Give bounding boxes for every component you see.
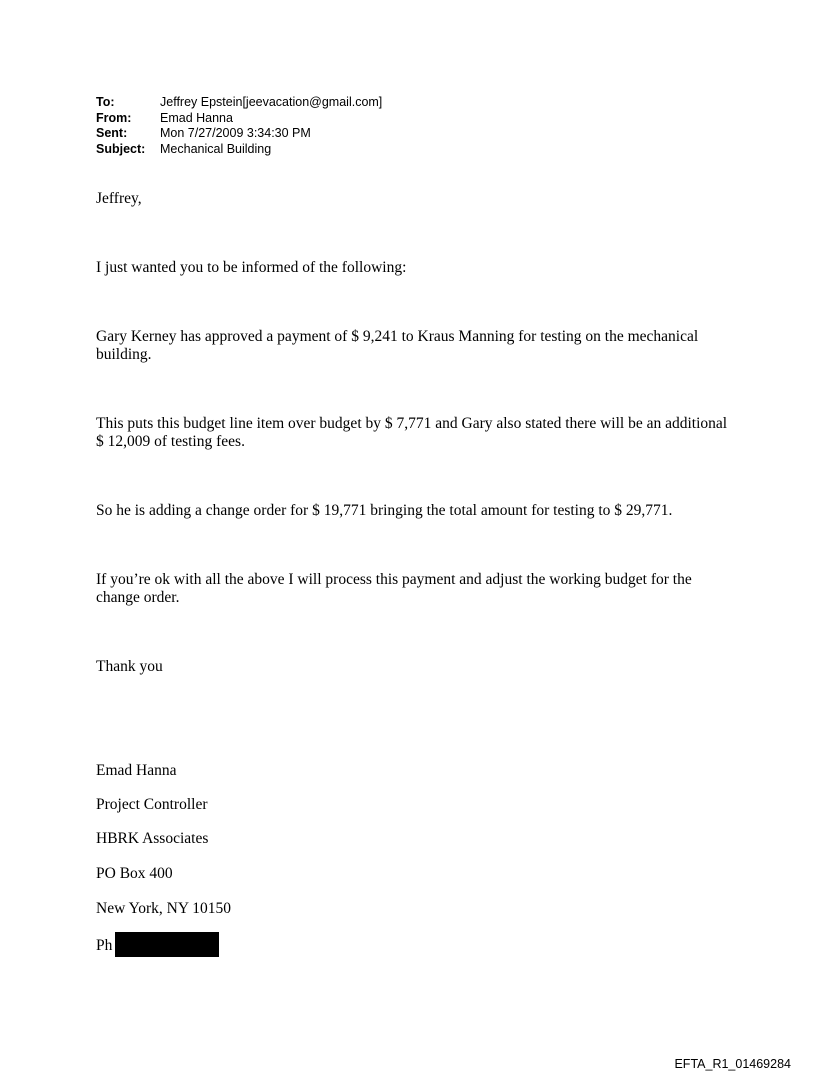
signature-company: HBRK Associates [96, 830, 209, 847]
from-row [96, 111, 382, 127]
subject-row [96, 142, 382, 158]
from-label: From: [96, 110, 132, 125]
signature-title: Project Controller [96, 796, 208, 813]
to-label: To: [96, 95, 115, 109]
sent-value: Mon 7/27/2009 3:34:30 PM [160, 126, 311, 140]
body-paragraph-intro: I just wanted you to be informed of the following: [96, 259, 407, 276]
body-paragraph-over-budget: This puts this budget line item over budget by $ 7,771 and Gary also stated there will be an additional $ 12,009 of testing fees. [96, 415, 728, 450]
email-header [96, 95, 382, 157]
sent-row [96, 126, 382, 142]
signature-address-line2: New York, NY 10150 [96, 900, 232, 917]
sent-label: Sent: [96, 126, 128, 140]
subject-label: Subject: [96, 141, 146, 156]
document-id: EFTA_R1_01469284 [674, 1057, 791, 1071]
to-value: Jeffrey Epstein[jeevacation@gmail.com] [160, 95, 383, 109]
signature-address-line1: PO Box 400 [96, 865, 173, 882]
subject-value: Mechanical Building [160, 141, 272, 156]
body-paragraph-payment: Gary Kerney has approved a payment of $ 9,241 to Kraus Manning for testing on the mechanical building. [96, 328, 699, 363]
greeting: Jeffrey, [96, 190, 142, 207]
closing: Thank you [96, 658, 163, 675]
phone-label: Ph [96, 937, 113, 955]
phone-redaction [115, 932, 219, 957]
body-paragraph-approval: If you’re ok with all the above I will process this payment and adjust the working budget for the change order. [96, 571, 692, 606]
body-paragraph-change-order: So he is adding a change order for $ 19,771 bringing the total amount for testing to $ 29,771. [96, 502, 673, 519]
to-row [96, 95, 382, 111]
signature-name: Emad Hanna [96, 762, 177, 779]
signature-phone-line [96, 934, 736, 959]
from-value: Emad Hanna [160, 110, 233, 125]
